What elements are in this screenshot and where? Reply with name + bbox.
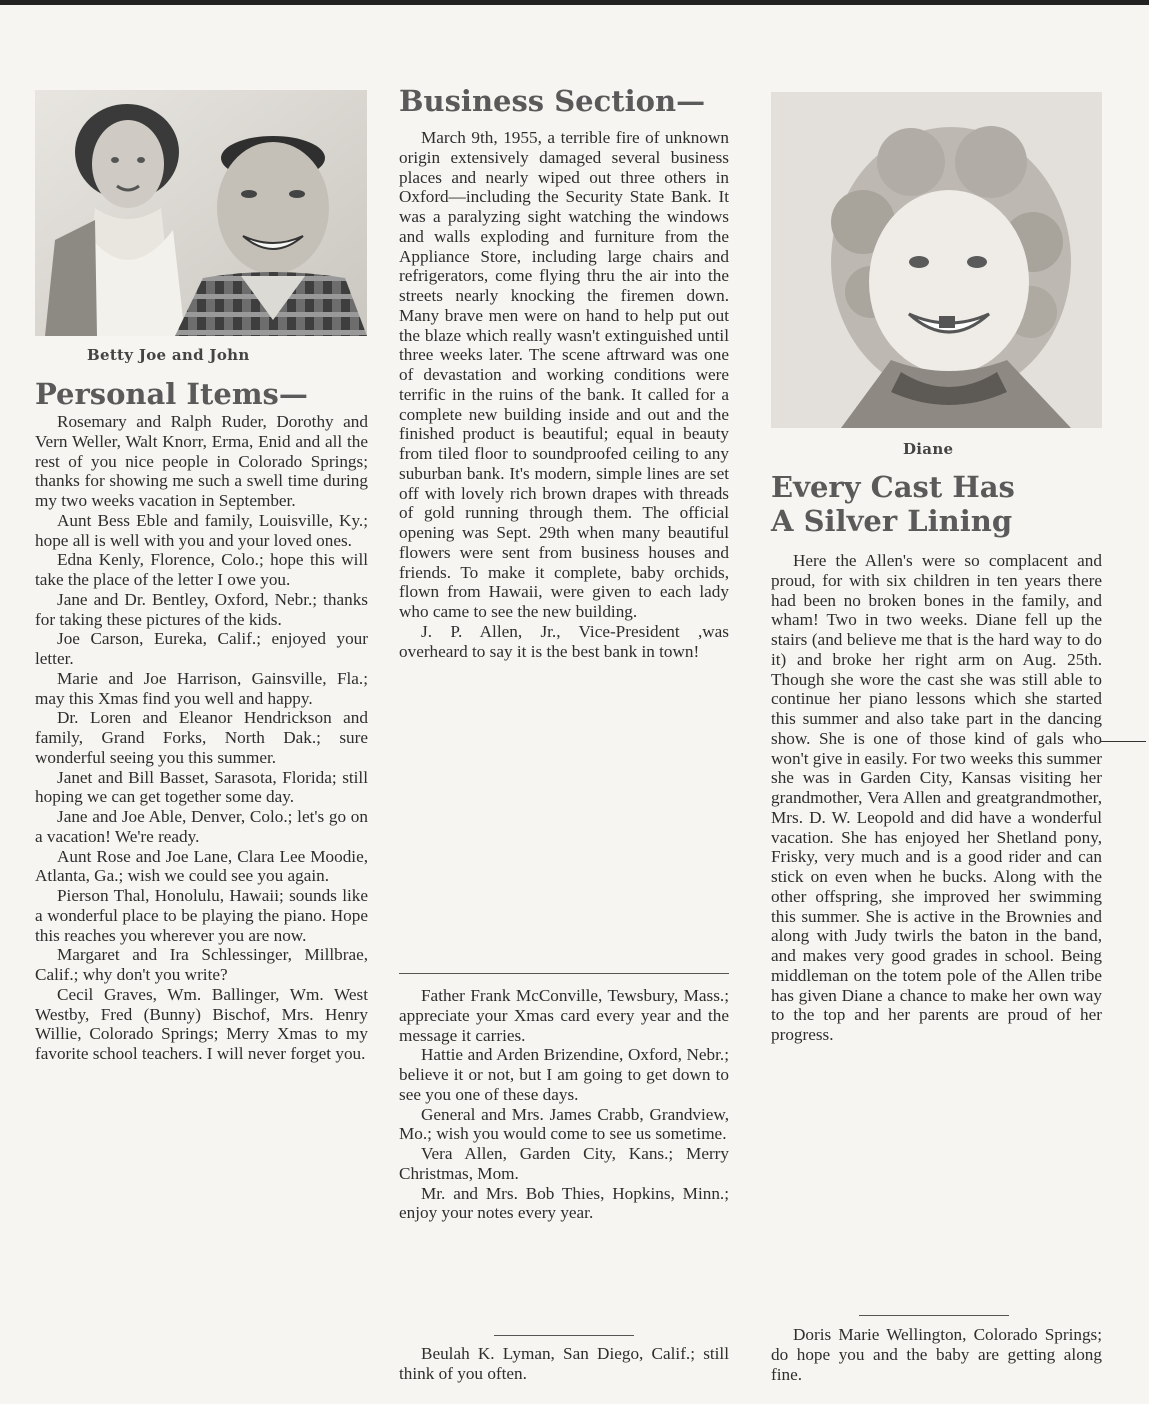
business-paragraph: J. P. Allen, Jr., Vice-President ,was overheard to say it is the best bank in town!	[399, 621, 729, 661]
business-final-note	[399, 1344, 729, 1384]
personal-item: Pierson Thal, Honolulu, Hawaii; sounds like a wonderful place to be playing the piano. Hope this reaches you wherever you are now.	[35, 886, 368, 945]
personal-items-text	[35, 412, 368, 1064]
greeting-item: Vera Allen, Garden City, Kans.; Merry Christmas, Mom.	[399, 1144, 729, 1183]
every-cast-heading-line2: A Silver Lining	[771, 504, 1013, 538]
photo-caption-betty-joe-and-john: Betty Joe and John	[87, 346, 250, 364]
personal-item: Aunt Bess Eble and family, Louisville, Ky.; hope all is well with you and your loved ones.	[35, 510, 368, 550]
personal-item: Margaret and Ira Schlessinger, Millbrae, Calif.; why don't you write?	[35, 945, 368, 984]
greeting-item: Father Frank McConville, Tewsbury, Mass.; appreciate your Xmas card every year and the message it carries.	[399, 986, 729, 1045]
personal-item: Marie and Joe Harrison, Gainsville, Fla.; may this Xmas find you well and happy.	[35, 668, 368, 708]
greeting-item: Mr. and Mrs. Bob Thies, Hopkins, Minn.; enjoy your notes every year.	[399, 1183, 729, 1223]
divider-rule-3	[859, 1315, 1009, 1316]
page-top-border	[0, 0, 1149, 5]
personal-item: Cecil Graves, Wm. Ballinger, Wm. West Westby, Fred (Bunny) Bischof, Mrs. Henry Willie, Colorado Springs; Merry Xmas to my favorite school teachers. I will never forget you.	[35, 984, 368, 1063]
personal-item: Joe Carson, Eureka, Calif.; enjoyed your letter.	[35, 629, 368, 668]
divider-rule-2	[494, 1335, 634, 1336]
business-section-heading: Business Section—	[399, 84, 706, 118]
personal-item: Dr. Loren and Eleanor Hendrickson and family, Grand Forks, North Dak.; sure wonderful seeing you this summer.	[35, 708, 368, 767]
every-cast-heading-line1: Every Cast Has	[771, 470, 1015, 504]
personal-item: Jane and Joe Able, Denver, Colo.; let's go on a vacation! We're ready.	[35, 807, 368, 846]
personal-item: Aunt Rose and Joe Lane, Clara Lee Moodie, Atlanta, Ga.; wish we could see you again.	[35, 846, 368, 886]
photo-betty-joe-and-john	[35, 90, 367, 336]
photo-diane	[771, 92, 1102, 428]
every-cast-paragraph: Here the Allen's were so complacent and proud, for with six children in ten years there had been no broken bones in the family, and wham! Two in two weeks. Diane fell up the stairs (and believe me that is the hard way to do it) and broke her right arm on Aug. 25th. Though she wore the cast she was still able to continue her piano lessons which she started this summer and also take part in the dancing show. She is one of those kind of gals who won't give in easily. For two weeks this summer she was in Garden City, Kansas visiting her grandmother, Vera Allen and greatgrandmother, Mrs. D. W. Leopold and did have a wonderful vacation. She has enjoyed her Shetland pony, Frisky, very much and is a good rider and can stick on even when he bucks. Along with the other offspring, she improved her swimming this summer. She is active in the Brownies and along with Judy twirls the baton in the band, and makes very good grades in school. Being middleman on the totem pole of the Allen tribe has given Diane a chance to make her own way to the top and her parents are proud of her progress.	[771, 551, 1102, 1044]
business-greetings-text	[399, 986, 729, 1223]
personal-item: Janet and Bill Basset, Sarasota, Florida; still hoping we can get together some day.	[35, 767, 368, 807]
business-paragraph: March 9th, 1955, a terrible fire of unknown origin extensively damaged several business places and nearly wiped out three others in Oxford—including the Security State Bank. It was a paralyzing sight watching the windows and walls exploding and furniture from the Appliance Store, including large chairs and refrigerators, come flying thru the air into the streets nearly knocking the firemen down. Many brave men were on hand to help put out the blaze which really wasn't extinguished until three weeks later. The scene aftrward was one of devastation and working conditions were terrific in the ruins of the bank. It called for a complete new building inside and out and the finished product is beautiful; equal in beauty from tiled floor to soundproofed ceiling to any suburban bank. It's modern, simple lines are set off with lovely rich brown drapes with threads of gold running through them. The official opening was Sept. 29th when many beautiful flowers were sent from business houses and friends. To make it complete, baby orchids, flown from Hawaii, were given to each lady who came to see the new building.	[399, 128, 729, 621]
personal-item: Edna Kenly, Florence, Colo.; hope this will take the place of the letter I owe you.	[35, 550, 368, 589]
personal-items-heading: Personal Items—	[35, 377, 308, 411]
couple-photo-image	[35, 90, 367, 336]
stray-margin-line	[1100, 741, 1146, 742]
greeting-item: Hattie and Arden Brizendine, Oxford, Nebr.; believe it or not, but I am going to get down to see you one of these days.	[399, 1045, 729, 1104]
personal-item: Jane and Dr. Bentley, Oxford, Nebr.; thanks for taking these pictures of the kids.	[35, 589, 368, 629]
business-final-paragraph: Beulah K. Lyman, San Diego, Calif.; still think of you often.	[399, 1344, 729, 1383]
greeting-item: General and Mrs. James Crabb, Grandview, Mo.; wish you would come to see us sometime.	[399, 1104, 729, 1144]
business-section-text	[399, 128, 729, 661]
divider-rule-1	[399, 973, 729, 974]
girl-photo-image	[771, 92, 1102, 428]
personal-item: Rosemary and Ralph Ruder, Dorothy and Vern Weller, Walt Knorr, Erma, Enid and all the rest of you nice people in Colorado Springs; thanks for showing me such a swell time during my two weeks vacation in September.	[35, 412, 368, 510]
cast-final-note	[771, 1325, 1102, 1384]
cast-final-paragraph: Doris Marie Wellington, Colorado Springs; do hope you and the baby are getting along fine.	[771, 1325, 1102, 1384]
photo-caption-diane: Diane	[903, 440, 954, 458]
every-cast-text	[771, 551, 1102, 1045]
